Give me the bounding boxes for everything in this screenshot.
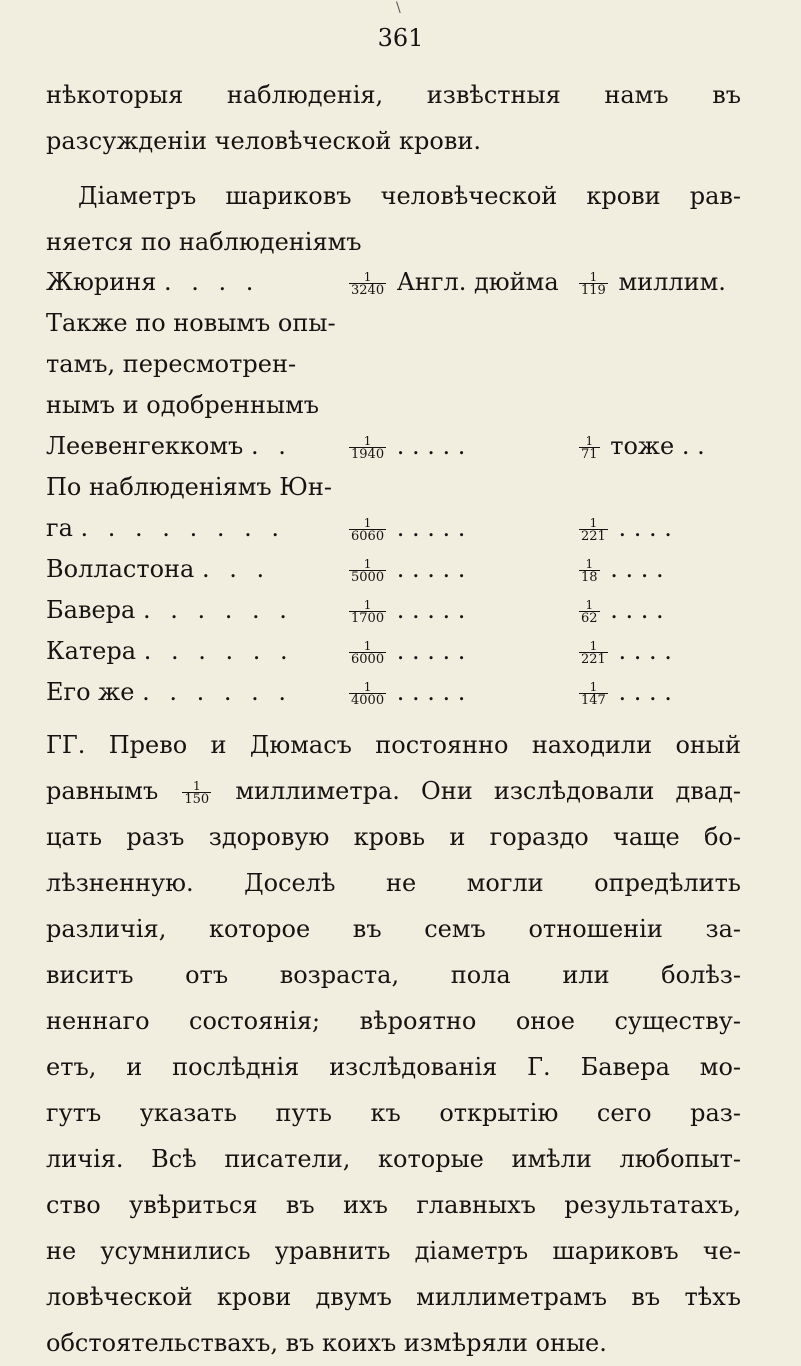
fraction-denominator: 221 [581,651,606,667]
inch-fraction [349,435,386,461]
row-label [46,426,292,467]
row-label-text: Его же [46,678,135,706]
inch-column [346,549,465,590]
row-label [46,549,270,590]
tail-text: . . . . [610,596,664,624]
paragraph-1 [46,72,741,164]
inch-column [346,262,559,303]
table-row [46,467,741,508]
row-label-text: га [46,514,73,542]
fraction-numerator: 1 [363,515,372,530]
fraction-numerator: 1 [363,638,372,653]
row-label-text: Волластона [46,555,195,583]
text-fragment: равнымъ [46,777,159,805]
text-line: виситъ отъ возраста, пола или болѣз- [46,961,741,989]
fraction-numerator: 1 [589,269,598,284]
fraction-denominator: 71 [581,446,598,462]
row-label [46,344,296,385]
fraction-denominator: 62 [581,610,598,626]
table-row [46,590,741,631]
fraction-numerator: 1 [589,515,598,530]
fraction-denominator: 150 [184,791,210,807]
tail-text: тоже . . [610,432,705,460]
mm-fraction [579,271,608,297]
row-label [46,303,336,344]
unit-text: . . . . . [396,432,466,460]
table-row [46,672,741,713]
table-row [46,549,741,590]
mm-fraction [579,517,608,543]
leader-dots: . . . . . . . . [80,514,285,542]
fraction-numerator: 1 [585,433,594,448]
inch-fraction [349,640,386,666]
inch-fraction [349,271,386,297]
row-label-text: По наблюденіямъ Юн- [46,473,333,501]
text-line: различія, которое въ семъ отношеніи за- [46,915,741,943]
text-line: лѣзненную. Доселѣ не могли опредѣлить [46,869,741,897]
row-label [46,385,319,426]
row-label-text: Леевенгеккомъ [46,432,244,460]
text-line: неннаго состоянія; вѣроятно оное существу- [46,1007,741,1035]
text-line: разсужденіи человѣческой крови. [46,127,481,155]
text-line: етъ, и послѣднія изслѣдованія Г. Бавера мо- [46,1053,741,1081]
fraction-denominator: 3240 [351,282,385,298]
text-line: нѣкоторыя наблюденія, извѣстныя намъ въ [46,81,741,109]
text-line: ловѣческой крови двумъ миллиметрамъ въ тѣхъ [46,1283,741,1311]
unit-text: . . . . . [396,514,466,542]
mm-fraction [579,435,600,461]
mm-fraction [579,681,608,707]
row-label [46,508,285,549]
fraction-numerator: 1 [585,597,594,612]
mm-fraction [579,558,600,584]
leader-dots: . . . . [164,268,260,296]
tail-text: миллим. [618,268,726,296]
fraction-denominator: 119 [581,282,606,298]
text-line: няется по наблюденіямъ [46,228,362,256]
fraction-denominator: 147 [581,692,606,708]
fraction-denominator: 5000 [351,569,385,585]
fraction-numerator: 1 [363,269,372,284]
text-line: ство увѣриться въ ихъ главныхъ результатахъ, [46,1191,741,1219]
text-line: гутъ указать путь къ открытію сего раз- [46,1099,741,1127]
blood-diameter-table [46,262,741,713]
row-label-text: Жюриня [46,268,157,296]
tail-text: . . . . [610,555,664,583]
fraction-numerator: 1 [363,679,372,694]
row-label-text: тамъ, пересмотрен- [46,350,297,378]
fraction-numerator: 1 [363,597,372,612]
fraction-denominator: 6060 [351,528,385,544]
fraction-numerator: 1 [192,778,201,793]
fraction-numerator: 1 [363,556,372,571]
text-line: цать разъ здоровую кровь и гораздо чаще бо- [46,823,741,851]
mm-column [576,549,664,590]
fraction-denominator: 18 [581,569,598,585]
text-line-with-fraction [46,768,741,814]
tail-text: . . . . [618,637,672,665]
mm-fraction [579,599,600,625]
inch-fraction [349,517,386,543]
text-line: личія. Всѣ писатели, которые имѣли любопыт- [46,1145,741,1173]
inch-column [346,508,465,549]
text-line: не усумнились уравнить діаметръ шариковъ че- [46,1237,741,1265]
inch-column [346,590,465,631]
inch-column [346,426,465,467]
table-row [46,508,741,549]
mm-column [576,262,726,303]
fraction-denominator: 4000 [351,692,385,708]
table-row [46,631,741,672]
leader-dots: . . . [202,555,271,583]
mm-column [576,590,664,631]
unit-text: . . . . . [396,596,466,624]
mm-fraction [579,640,608,666]
text-line: Діаметръ шариковъ человѣческой крови рав- [78,182,741,210]
inch-fraction [349,681,386,707]
text-line: обстоятельствахъ, въ коихъ измѣряли оные. [46,1329,607,1357]
leader-dots: . . [250,432,292,460]
inch-fraction [349,558,386,584]
unit-text: . . . . . [396,678,466,706]
unit-text: . . . . . [396,555,466,583]
inch-column [346,631,465,672]
row-label [46,467,332,508]
table-row [46,385,741,426]
row-label-text: Также по новымъ опы- [46,309,336,337]
leader-dots: . . . . . . [143,637,294,665]
paragraph-3 [46,722,741,1366]
table-row [46,303,741,344]
unit-text: Англ. дюйма [396,268,559,296]
row-label-text: нымъ и одобреннымъ [46,391,320,419]
table-row [46,262,741,303]
mm-column [576,672,672,713]
paragraph-3-lines [46,814,741,1366]
unit-text: . . . . . [396,637,466,665]
mm-column [576,426,705,467]
fraction-denominator: 1700 [351,610,385,626]
fraction-denominator: 6000 [351,651,385,667]
mm-column [576,508,672,549]
fraction-numerator: 1 [585,556,594,571]
fraction-numerator: 1 [363,433,372,448]
leader-dots: . . . . . . [142,596,293,624]
stray-mark: \ [396,0,401,16]
tail-text: . . . . [618,514,672,542]
table-row [46,344,741,385]
table-row [46,426,741,467]
paragraph-2 [46,173,741,265]
row-label [46,590,293,631]
fraction-numerator: 1 [589,638,598,653]
fraction-denominator: 1940 [351,446,385,462]
row-label [46,262,259,303]
fraction [182,780,211,806]
leader-dots: . . . . . . [142,678,293,706]
text-line: ГГ. Прево и Дюмасъ постоянно находили оный [46,731,741,759]
fraction-denominator: 221 [581,528,606,544]
row-label-text: Бавера [46,596,136,624]
row-label [46,631,294,672]
mm-column [576,631,672,672]
row-label-text: Катера [46,637,137,665]
inch-column [346,672,465,713]
row-label [46,672,292,713]
page-number: 361 [377,24,424,52]
text-fragment: миллиметра. Они изслѣдовали двад- [235,777,741,805]
fraction-numerator: 1 [589,679,598,694]
inch-fraction [349,599,386,625]
tail-text: . . . . [618,678,672,706]
